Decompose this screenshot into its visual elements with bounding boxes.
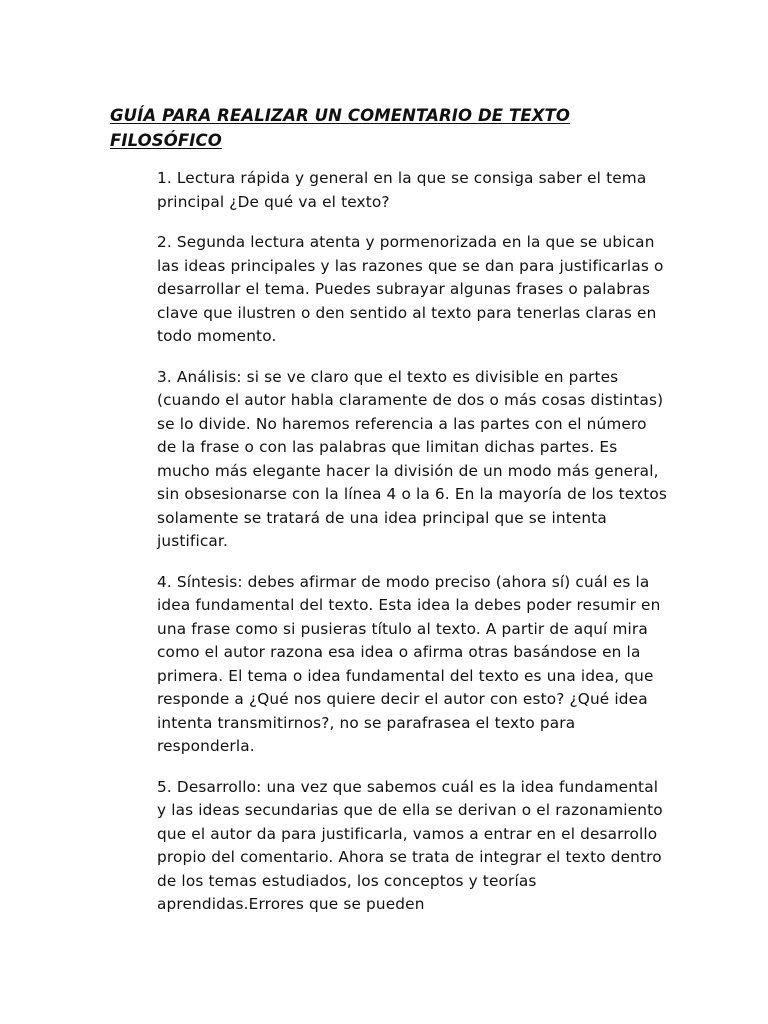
paragraph-1: 1. Lectura rápida y general en la que se consiga saber el tema principal ¿De qué va el texto? xyxy=(157,169,647,211)
paragraph-5: 5. Desarrollo: una vez que sabemos cuál es la idea fundamental y las ideas secundarias que de ella se derivan o el razonamiento que el autor da para justificarla, vamos a entrar en el desarrollo propio del comentario. Ahora se trata de integrar el texto dentro de los temas estudiados, los conceptos y teorías aprendidas.Errores que se pueden xyxy=(157,777,663,913)
document-title: GUÍA PARA REALIZAR UN COMENTARIO DE TEXTO FILOSÓFICO xyxy=(110,106,571,150)
paragraph-4: 4. Síntesis: debes afirmar de modo preciso (ahora sí) cuál es la idea fundamental del texto. Esta idea la debes poder resumir en una frase como si pusieras título al texto. A partir de aquí mira como el autor razona esa idea o afirma otras basándose en la primera. El tema o idea fundamental del texto es una idea, que responde a ¿Qué nos quiere decir el autor con esto? ¿Qué idea intenta transmitirnos?, no se parafrasea el texto para responderla. xyxy=(157,572,661,755)
paragraph-2: 2. Segunda lectura atenta y pormenorizada en la que se ubican las ideas principales y las razones que se dan para justificarlas o desarrollar el tema. Puedes subrayar algunas frases o palabras clave que ilustren o den sentido al texto para tenerlas claras en todo momento. xyxy=(157,233,664,345)
paragraph-3: 3. Análisis: si se ve claro que el texto es divisible en partes (cuando el autor habla claramente de dos o más cosas distintas) se lo divide. No haremos referencia a las partes con el número de la frase o con las palabras que limitan dichas partes. Es mucho más elegante hacer la división de un modo más general, sin obsesionarse con la línea 4 o la 6. En la mayoría de los textos solamente se tratará de una idea principal que se intenta justificar. xyxy=(157,367,667,550)
document-body xyxy=(157,167,667,934)
